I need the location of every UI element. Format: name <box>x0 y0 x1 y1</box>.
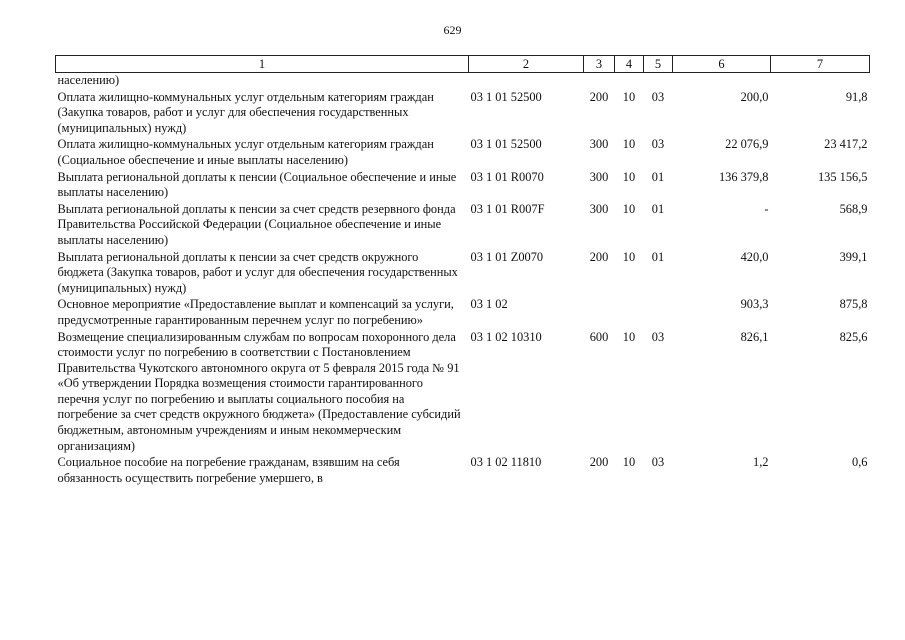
row-type-code: 200 <box>589 249 609 264</box>
row-code: 03 1 01 Z0070 <box>470 249 544 264</box>
row-subsection-code: 03 <box>651 89 665 104</box>
row-section-code <box>615 73 644 90</box>
row-type-code: 200 <box>589 89 609 104</box>
row-type-code: 600 <box>589 329 609 344</box>
row-subsection-code: 03 <box>651 329 665 344</box>
table-row <box>56 90 870 138</box>
table-row <box>56 202 870 250</box>
row-description: Социальное пособие на погребение гражданам, взявшим на себя обязанность осуществить погребение умершего, в <box>57 455 400 485</box>
page-number: 629 <box>443 23 462 37</box>
row-amount-col7: 91,8 <box>845 89 868 104</box>
row-amount-col6: 420,0 <box>740 249 769 264</box>
row-code <box>469 73 584 90</box>
row-description: Возмещение специализированным службам по вопросам похоронного дела стоимости услуг по погребению в соответствии с Постановлением Правительства Чукотского автономного округа от 5 февраля 2015 года № 91 «Об утверждении Порядка возмещения стоимости гарантированного перечня услуг по погребению и выплаты социального пособия на погребение за счет средств окружного бюджета» (Предоставление субсидий бюджетным, автономным учреждениям и иным некоммерческим организациям) <box>57 329 461 453</box>
header-row <box>56 56 870 73</box>
row-amount-col6: 1,2 <box>753 455 769 470</box>
row-subsection-code <box>644 297 673 329</box>
row-amount-col7: 825,6 <box>839 329 868 344</box>
row-code: 03 1 02 10310 <box>470 329 542 344</box>
table-row <box>56 250 870 298</box>
table-row <box>56 137 870 169</box>
table-header <box>56 56 870 73</box>
row-section-code: 10 <box>622 329 636 344</box>
row-code: 03 1 02 11810 <box>470 455 542 470</box>
row-amount-col7: 0,6 <box>852 455 868 470</box>
row-code: 03 1 02 <box>470 297 508 312</box>
row-type-code: 300 <box>589 201 609 216</box>
row-description: населению) <box>57 73 120 87</box>
row-code: 03 1 01 52500 <box>470 137 542 152</box>
row-amount-col6: - <box>764 201 769 216</box>
row-section-code: 10 <box>622 249 636 264</box>
row-code: 03 1 01 52500 <box>470 89 542 104</box>
column-header: 7 <box>771 56 870 73</box>
table-row <box>56 170 870 202</box>
table-row <box>56 455 870 487</box>
row-amount-col6: 22 076,9 <box>725 137 769 152</box>
row-subsection-code: 01 <box>651 201 665 216</box>
row-type-code: 200 <box>589 455 609 470</box>
row-subsection-code: 01 <box>651 249 665 264</box>
table-row <box>56 297 870 329</box>
row-amount-col7: 568,9 <box>839 201 868 216</box>
row-type-code: 300 <box>589 137 609 152</box>
row-amount-col6: 136 379,8 <box>718 169 769 184</box>
row-amount-col6: 200,0 <box>740 89 769 104</box>
row-description: Выплата региональной доплаты к пенсии (Социальное обеспечение и иные выплаты населению) <box>57 169 457 200</box>
row-type-code: 300 <box>589 169 609 184</box>
row-amount-col6: 826,1 <box>740 329 769 344</box>
column-header: 6 <box>673 56 771 73</box>
row-description: Выплата региональной доплаты к пенсии за счет средств резервного фонда Правительства Российской Федерации (Социальное обеспечение и иные выплаты населению) <box>57 201 456 247</box>
row-description: Оплата жилищно-коммунальных услуг отдельным категориям граждан (Закупка товаров, работ и услуг для обеспечения государственных (муниципальных) нужд) <box>57 89 434 135</box>
table-body <box>56 73 870 488</box>
row-amount-col6 <box>673 73 771 90</box>
column-header: 5 <box>644 56 673 73</box>
row-amount-col6: 903,3 <box>740 297 769 312</box>
row-amount-col7: 399,1 <box>839 249 868 264</box>
column-header: 2 <box>469 56 584 73</box>
row-section-code: 10 <box>622 137 636 152</box>
row-description: Выплата региональной доплаты к пенсии за счет средств окружного бюджета (Закупка товаров, работ и услуг для обеспечения государственных (муниципальных) нужд) <box>57 249 458 295</box>
row-subsection-code: 01 <box>651 169 665 184</box>
row-type-code <box>584 297 615 329</box>
row-type-code <box>584 73 615 90</box>
row-amount-col7 <box>771 73 870 90</box>
column-header: 3 <box>584 56 615 73</box>
row-subsection-code: 03 <box>651 455 665 470</box>
row-section-code: 10 <box>622 89 636 104</box>
row-subsection-code <box>644 73 673 90</box>
budget-table <box>55 55 870 487</box>
row-code: 03 1 01 R0070 <box>470 169 544 184</box>
row-amount-col7: 135 156,5 <box>817 169 868 184</box>
row-section-code: 10 <box>622 201 636 216</box>
row-code: 03 1 01 R007F <box>470 201 545 216</box>
row-section-code: 10 <box>622 169 636 184</box>
column-header: 1 <box>56 56 469 73</box>
row-section-code <box>615 297 644 329</box>
column-header: 4 <box>615 56 644 73</box>
row-amount-col7: 23 417,2 <box>824 137 868 152</box>
row-section-code: 10 <box>622 455 636 470</box>
row-subsection-code: 03 <box>651 137 665 152</box>
row-amount-col7: 875,8 <box>839 297 868 312</box>
row-description: Оплата жилищно-коммунальных услуг отдельным категориям граждан (Социальное обеспечение и иные выплаты населению) <box>57 137 434 167</box>
table-row <box>56 330 870 456</box>
row-description: Основное мероприятие «Предоставление выплат и компенсаций за услуги, предусмотренные гарантированным перечнем услуг по погребению» <box>57 297 454 327</box>
table-row <box>56 73 870 90</box>
